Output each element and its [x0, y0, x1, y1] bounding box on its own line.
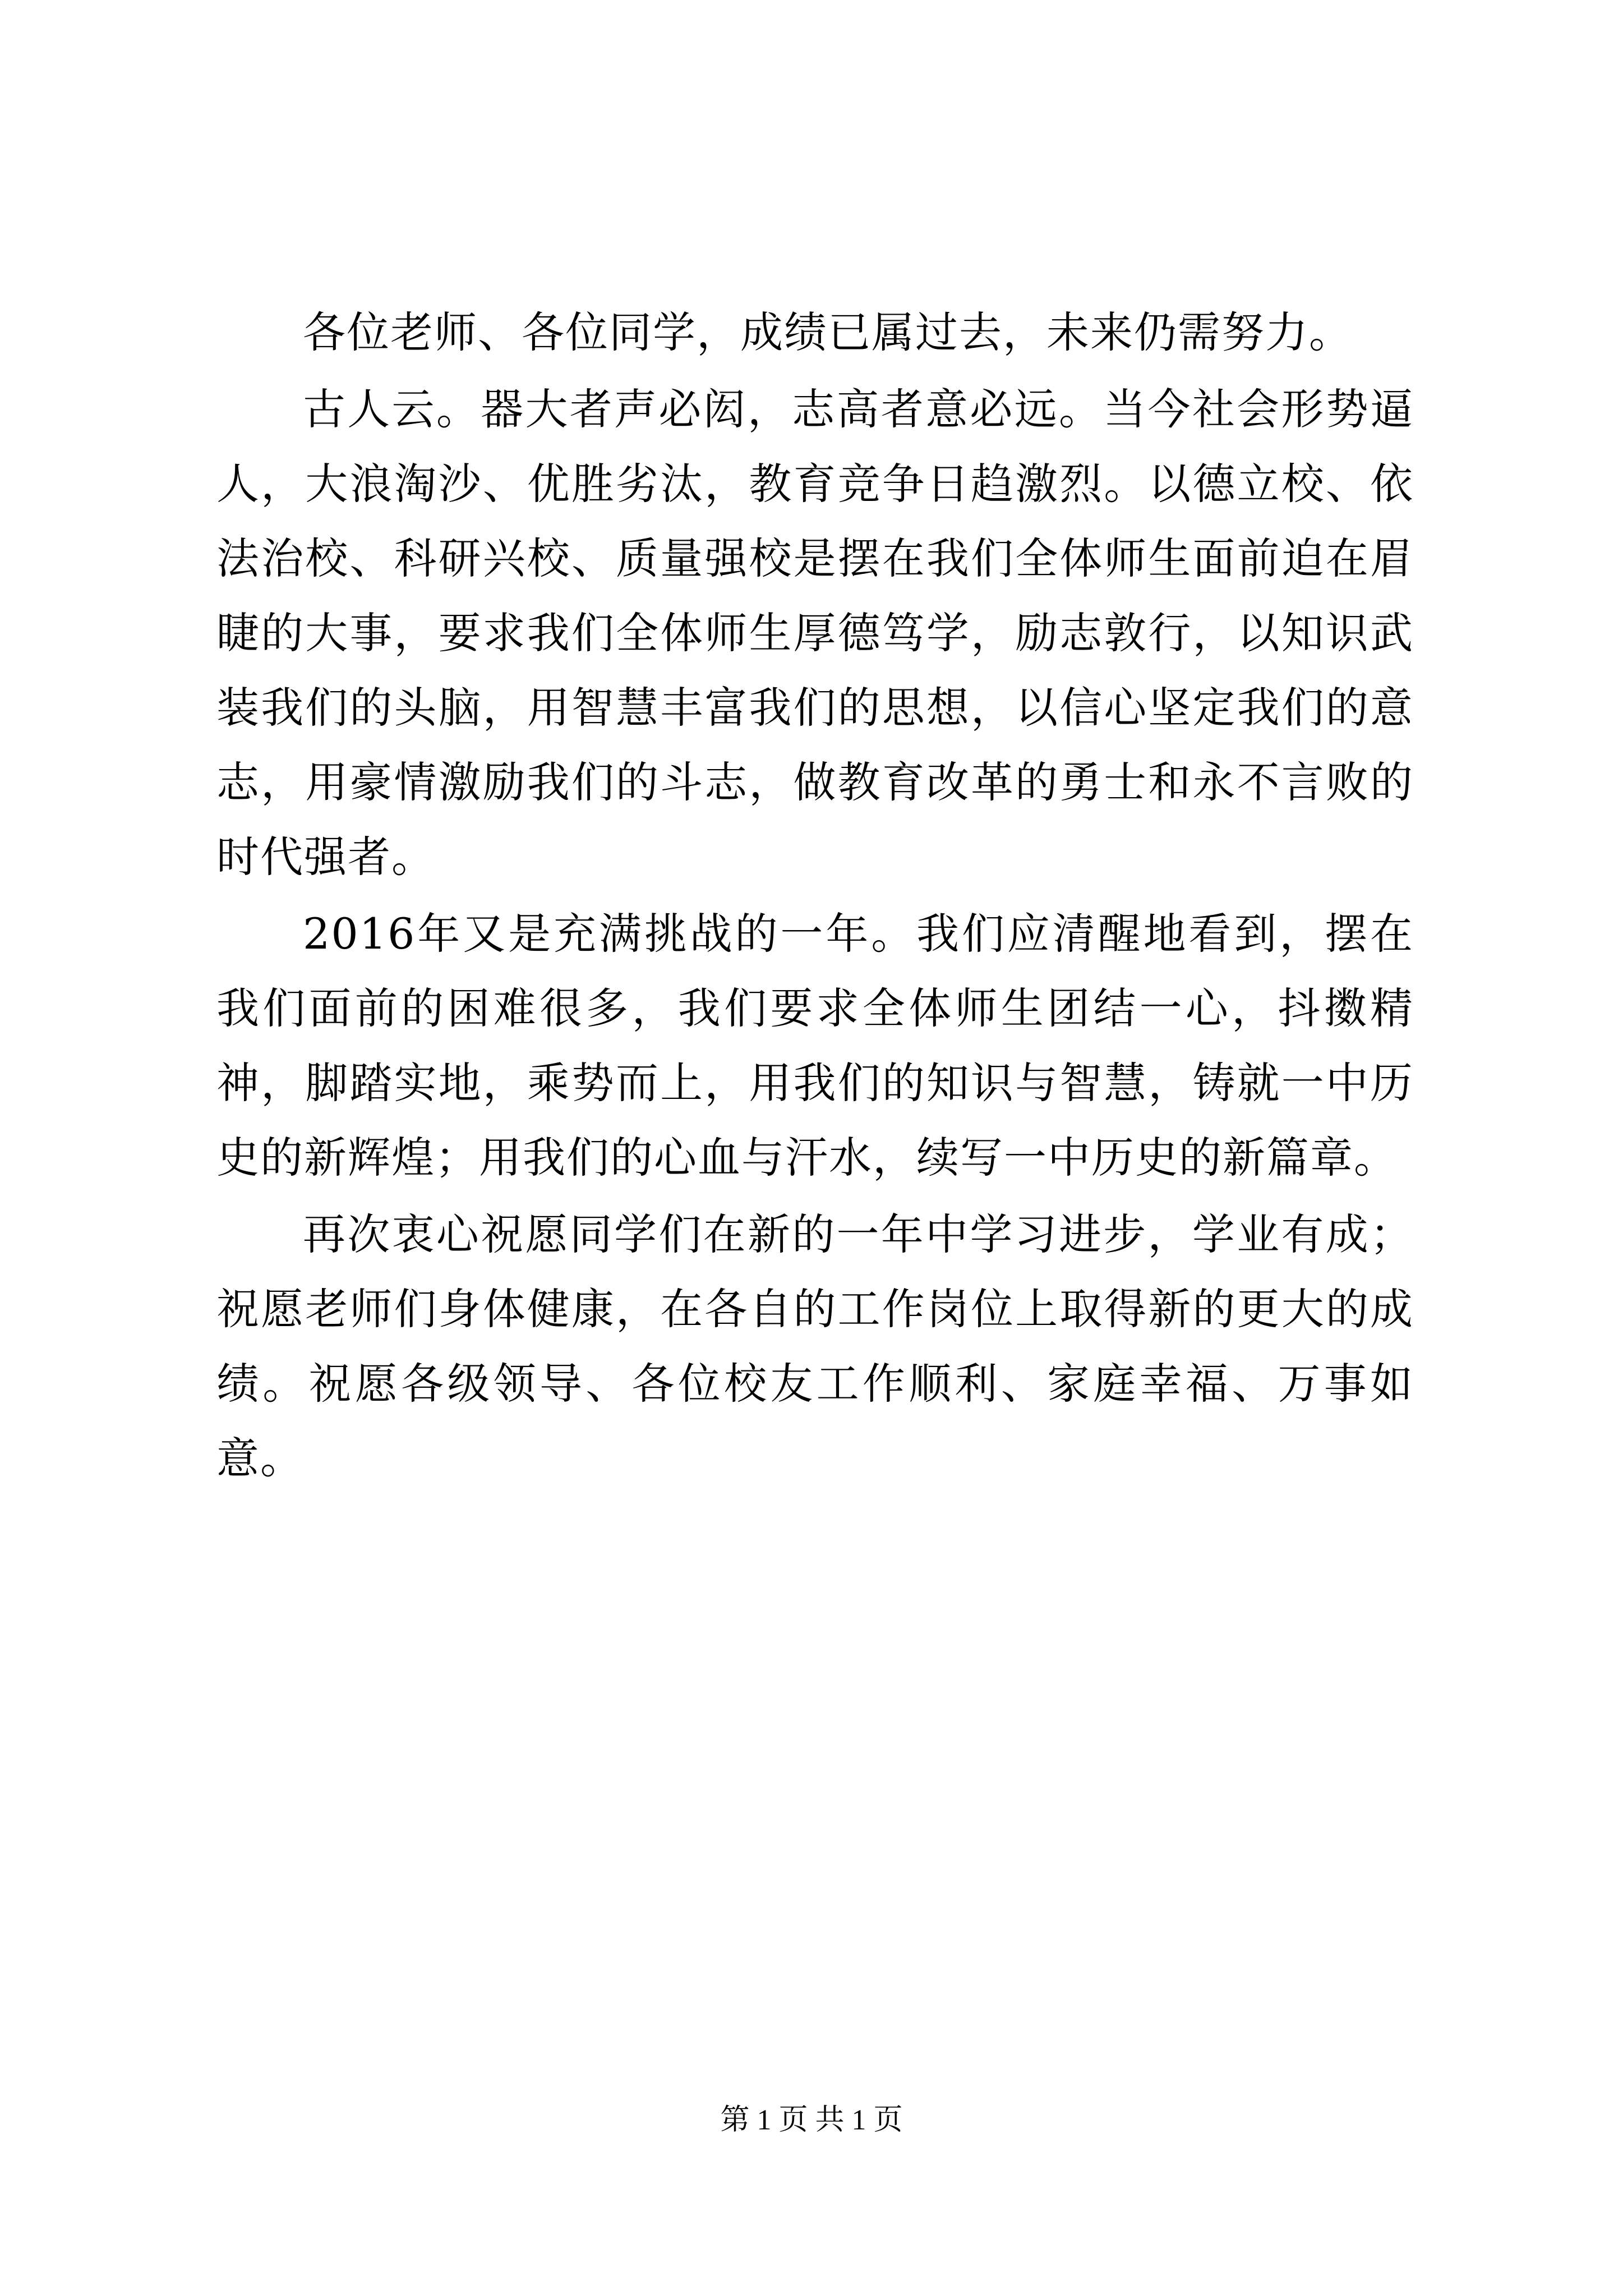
paragraph-ancient-saying: 古人云。器大者声必闳，志高者意必远。当今社会形势逼人，大浪淘沙、优胜劣汰，教育竞争日趋激烈。以德立校、依法治校、科研兴校、质量强校是摆在我们全体师生面前迫在眉睫的大事，要求我们全体师生厚德笃学，励志敦行，以知识武装我们的头脑，用智慧丰富我们的思想，以信心坚定我们的意志，用豪情激励我们的斗志，做教育改革的勇士和永不言败的时代强者。: [216, 384, 1414, 882]
document-body: [216, 295, 1414, 1498]
paragraph-closing-remark: 各位老师、各位同学，成绩已属过去，未来仍需努力。: [303, 307, 1353, 357]
page-number-footer: 第 1 页 共 1 页: [720, 2104, 903, 2136]
paragraph-2016-challenge: 2016年又是充满挑战的一年。我们应清醒地看到，摆在我们面前的困难很多，我们要求全体师生团结一心，抖擞精神，脚踏实地，乘势而上，用我们的知识与智慧，铸就一中历史的新辉煌；用我们的心血与汗水，续写一中历史的新篇章。: [216, 909, 1414, 1182]
paragraph-best-wishes: 再次衷心祝愿同学们在新的一年中学习进步，学业有成；祝愿老师们身体健康，在各自的工作岗位上取得新的更大的成绩。祝愿各级领导、各位校友工作顺利、家庭幸福、万事如意。: [216, 1209, 1414, 1483]
